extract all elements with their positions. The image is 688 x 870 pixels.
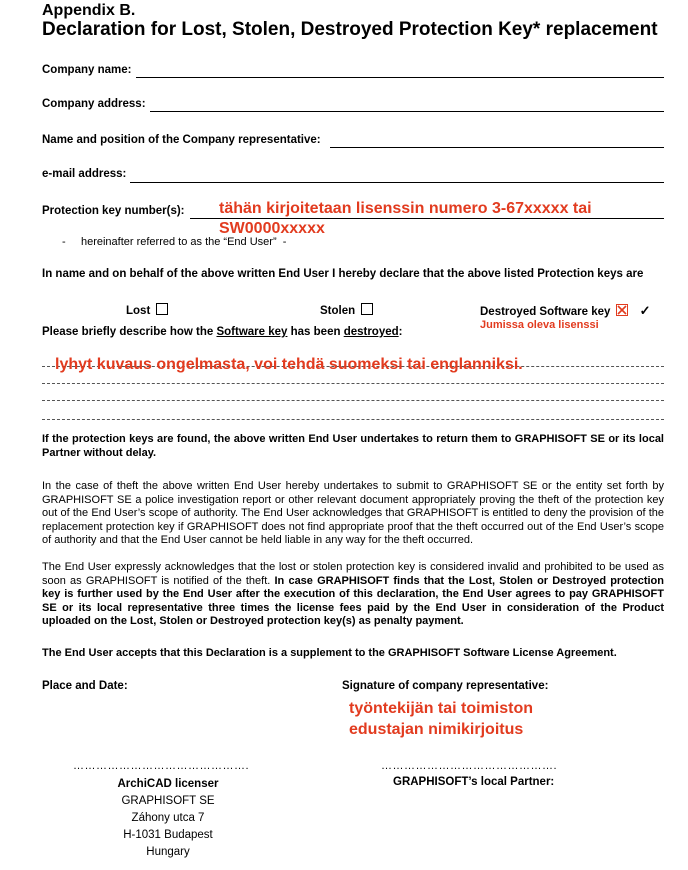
- description-line[interactable]: [42, 383, 664, 384]
- describe-destroyed: destroyed: [343, 326, 399, 338]
- signature-label-text: Signature of company representative:: [342, 680, 549, 692]
- supplement-paragraph: The End User accepts that this Declaration is a supplement to the GRAPHISOFT Software License Agreement.: [42, 647, 617, 659]
- destroyed-checkbox[interactable]: [616, 304, 628, 316]
- licenser-title: ArchiCAD licenser: [117, 778, 219, 790]
- key-number-annotation-1: tähän kirjoitetaan lisenssin numero 3-67xxxxx tai: [219, 200, 592, 217]
- representative-label: Name and position of the Company representative:: [42, 134, 321, 146]
- key-number-annotation-2: SW0000xxxxx: [219, 220, 325, 237]
- option-lost[interactable]: [126, 303, 168, 317]
- describe-prefix: Please briefly describe how the: [42, 326, 217, 338]
- dash-icon: -: [62, 236, 66, 248]
- dash-icon: -: [282, 236, 287, 248]
- company-name-field[interactable]: [136, 77, 664, 78]
- page-title: Declaration for Lost, Stolen, Destroyed Protection Key* replacement: [42, 19, 658, 40]
- lost-checkbox[interactable]: [156, 303, 168, 315]
- stolen-checkbox[interactable]: [361, 303, 373, 315]
- partner-label: GRAPHISOFT’s local Partner:: [393, 776, 555, 788]
- description-line[interactable]: [42, 419, 664, 420]
- end-user-note: [62, 236, 286, 248]
- acknowledge-bold: In case GRAPHISOFT finds that the Lost, Stolen or Destroyed protection key is further used by the End User after the execution of this declaration, the End User agrees to pay GRAPHISOFT SE or its local representative three times the license fees paid by the End User in consideration of the Product uploaded on the Lost, Stolen or Destroyed protection key(s) as penalty payment.: [42, 574, 664, 627]
- company-address-field[interactable]: [150, 111, 664, 112]
- signature-label: [342, 680, 548, 692]
- email-field[interactable]: [130, 182, 664, 183]
- option-destroyed-label: Destroyed Software key: [480, 306, 611, 318]
- describe-software-key: Software key: [216, 326, 288, 338]
- acknowledge-normal: The End User expressly acknowledges that the lost or stolen protection key is considered invalid and prohibited to be used as soon as GRAPHISOFT is notified of the theft.: [42, 561, 664, 587]
- email-label: e-mail address:: [42, 168, 127, 180]
- representative-field[interactable]: [330, 147, 664, 148]
- description-annotation: lyhyt kuvaus ongelmasta, voi tehdä suomeksi tai englanniksi.: [55, 356, 523, 373]
- found-paragraph: If the protection keys are found, the above written End User undertakes to return them to GRAPHISOFT SE or its local Partner without delay.: [42, 433, 664, 459]
- describe-suffix: :: [398, 326, 403, 338]
- signature-annotation-2: edustajan nimikirjoitus: [349, 721, 524, 738]
- acknowledge-paragraph: [42, 561, 664, 629]
- theft-paragraph: In the case of theft the above written End User hereby undertakes to submit to GRAPHISOFT SE or the entity set forth by GRAPHISOFT SE a police investigation report or other relevant document appropriately proving the theft of the protection key out of the End User’s scope of authority. The End User acknowledges that GRAPHISOFT is entitled to deny the provision of the replacement protection key if GRAPHISOFT does not find appropriate proof that the theft occurred out of the End User’s scope of authority and that the End User cannot be held liable in any way for the theft occurred.: [42, 480, 664, 546]
- end-user-note-text: hereinafter referred to as the “End User”: [80, 236, 277, 248]
- option-stolen[interactable]: [320, 303, 373, 317]
- option-lost-label: Lost: [126, 305, 151, 317]
- checkmark-icon: ✓: [639, 303, 651, 318]
- licenser-street: Záhony utca 7: [131, 812, 205, 824]
- licenser-block: [88, 776, 248, 861]
- company-name-label: Company name:: [42, 64, 132, 76]
- describe-middle: has been: [287, 326, 344, 338]
- licenser-country: Hungary: [146, 846, 190, 858]
- licenser-signature-line[interactable]: ……………………………………….: [73, 760, 250, 772]
- protection-key-field[interactable]: [190, 218, 664, 219]
- declare-text: In name and on behalf of the above written End User I hereby declare that the above listed Protection keys are: [42, 268, 644, 280]
- licenser-company: GRAPHISOFT SE: [121, 795, 215, 807]
- cross-mark-icon: [617, 305, 627, 315]
- description-line[interactable]: [42, 400, 664, 401]
- license-in-use-annotation: Jumissa oleva lisenssi: [480, 319, 599, 331]
- company-address-label: Company address:: [42, 98, 146, 110]
- signature-annotation-1: työntekijän tai toimiston: [349, 700, 534, 717]
- licenser-city: H-1031 Budapest: [123, 829, 213, 841]
- protection-key-label: Protection key number(s):: [42, 205, 185, 217]
- place-date-label: Place and Date:: [42, 680, 128, 692]
- partner-signature-line[interactable]: ……………………………………….: [381, 760, 558, 772]
- option-stolen-label: Stolen: [320, 305, 356, 317]
- option-destroyed[interactable]: [480, 303, 651, 319]
- appendix-label: Appendix B.: [42, 2, 136, 19]
- describe-prompt: [42, 326, 403, 338]
